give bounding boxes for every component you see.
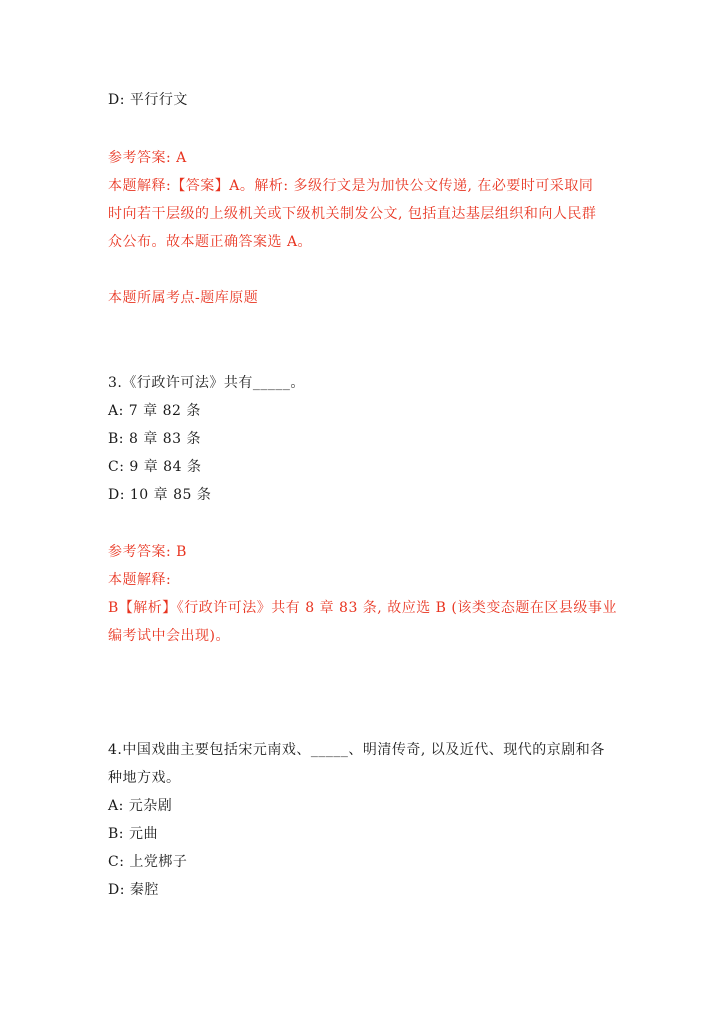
q4-option-d: D: 秦腔 [108, 882, 159, 898]
q4-option-a: A: 元杂剧 [108, 798, 173, 814]
q3-explanation-line-2: 编考试中会出现)。 [108, 628, 230, 644]
q2-topic: 本题所属考点-题库原题 [108, 290, 259, 306]
q3-option-a: A: 7 章 82 条 [108, 403, 201, 419]
q3-option-c: C: 9 章 84 条 [108, 459, 202, 475]
q4-stem-line-2: 种地方戏。 [108, 770, 181, 786]
q3-explanation-line-1: B【解析】《行政许可法》共有 8 章 83 条, 故应选 B (该类变态题在区县级事业 [108, 600, 617, 616]
q4-option-c: C: 上党梆子 [108, 854, 188, 870]
q3-option-d: D: 10 章 85 条 [108, 487, 212, 503]
q2-explanation-line-3: 众公布。故本题正确答案选 A。 [108, 234, 313, 250]
q3-explanation-label: 本题解释: [108, 572, 172, 588]
q3-option-b: B: 8 章 83 条 [108, 431, 202, 447]
q2-answer: 参考答案: A [108, 150, 187, 166]
q3-answer: 参考答案: B [108, 544, 187, 560]
q2-explanation-line-1: 本题解释:【答案】A。解析: 多级行文是为加快公文传递, 在必要时可采取同 [108, 178, 594, 194]
q4-stem-line-1: 4.中国戏曲主要包括宋元南戏、_____、明清传奇, 以及近代、现代的京剧和各 [108, 742, 605, 758]
q4-option-b: B: 元曲 [108, 826, 158, 842]
q2-explanation-line-2: 时向若干层级的上级机关或下级机关制发公文, 包括直达基层组织和向人民群 [108, 206, 597, 222]
q2-option-d: D: 平行行文 [108, 92, 188, 108]
q3-stem: 3.《行政许可法》共有_____。 [108, 375, 305, 391]
